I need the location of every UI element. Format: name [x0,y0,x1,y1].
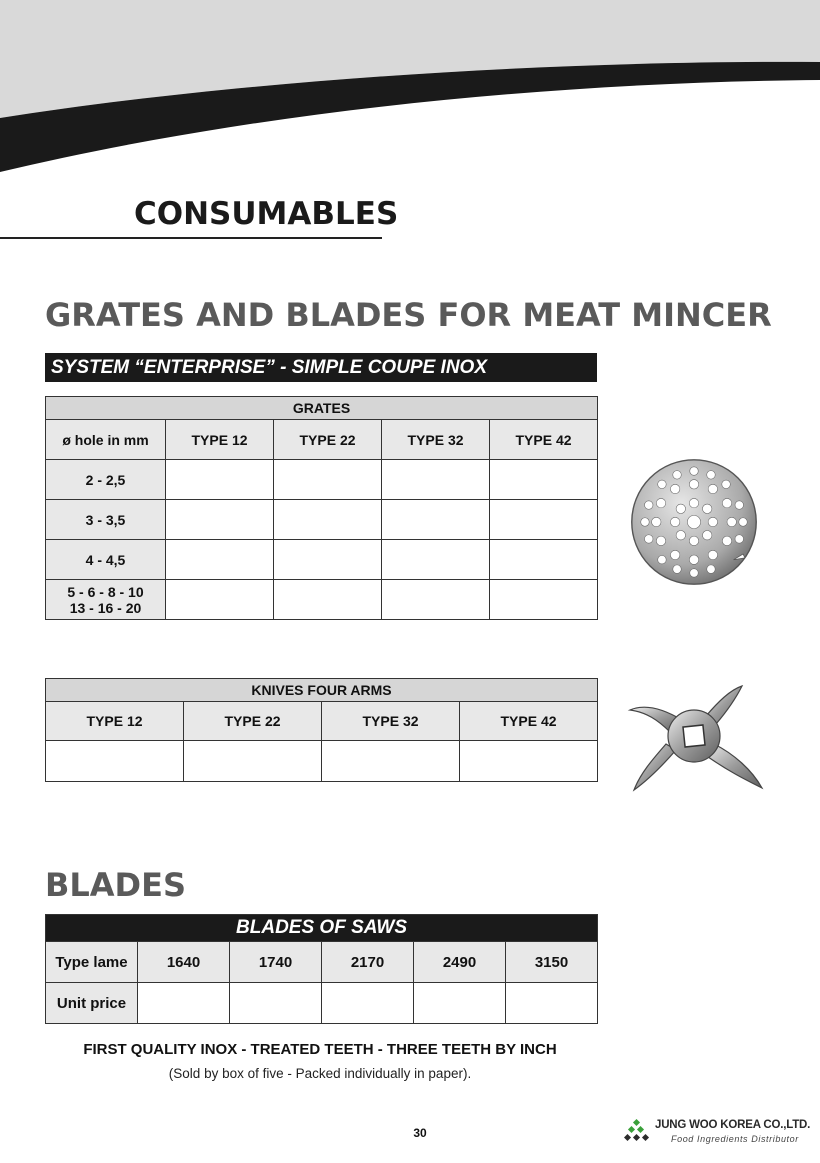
row-label-line: 13 - 16 - 20 [69,599,142,616]
company-logo-icon [624,1118,652,1146]
row-label [46,580,166,620]
table-row [46,460,598,500]
saws-table [45,914,598,1024]
empty-cell [382,460,490,500]
type-value-cell: 2170 [322,942,414,983]
quality-note: FIRST QUALITY INOX - TREATED TEETH - THREE TEETH BY INCH [83,1041,557,1058]
column-header: TYPE 32 [382,420,490,460]
section-title-blades: BLADES [45,866,187,904]
grates-header-row [46,420,598,460]
row-label: 4 - 4,5 [46,540,166,580]
table-row [46,500,598,540]
row-label: 2 - 2,5 [46,460,166,500]
empty-cell [490,540,598,580]
grate-disc-illustration [628,456,760,588]
empty-cell [490,500,598,540]
company-tagline: Food Ingredients Distributor [671,1134,799,1144]
empty-cell [506,983,598,1024]
column-header: TYPE 12 [166,420,274,460]
empty-cell [322,983,414,1024]
section-title-grates-blades: GRATES AND BLADES FOR MEAT MINCER [45,296,772,334]
empty-cell [490,460,598,500]
empty-cell [414,983,506,1024]
empty-cell [274,540,382,580]
row-label-line: 5 - 6 - 8 - 10 [67,583,144,600]
knives-caption: KNIVES FOUR ARMS [46,679,598,702]
page-number: 30 [413,1126,427,1140]
saws-caption: BLADES OF SAWS [46,915,598,942]
type-value-cell: 3150 [506,942,598,983]
table-row [46,942,598,983]
knives-table [45,678,598,782]
empty-cell [46,741,184,782]
row-label: Unit price [46,983,138,1024]
column-header: ø hole in mm [46,420,166,460]
title-underline [0,237,382,239]
empty-cell [166,540,274,580]
type-value-cell: 1740 [230,942,322,983]
table-row [46,540,598,580]
knives-header-row [46,702,598,741]
empty-cell [490,580,598,620]
company-name: JUNG WOO KOREA CO.,LTD. [655,1119,811,1131]
row-label: 3 - 3,5 [46,500,166,540]
empty-cell [230,983,322,1024]
empty-cell [274,460,382,500]
empty-cell [322,741,460,782]
empty-cell [382,540,490,580]
empty-cell [138,983,230,1024]
empty-cell [382,500,490,540]
empty-cell [166,460,274,500]
column-header: TYPE 22 [184,702,322,741]
table-row [46,741,598,782]
type-value-cell: 2490 [414,942,506,983]
table-row [46,983,598,1024]
column-header: TYPE 32 [322,702,460,741]
empty-cell [382,580,490,620]
empty-cell [184,741,322,782]
packing-note: (Sold by box of five - Packed individually in paper). [168,1066,472,1081]
table-row [46,580,598,620]
row-label: Type lame [46,942,138,983]
type-value-cell: 1640 [138,942,230,983]
empty-cell [166,500,274,540]
column-header: TYPE 42 [490,420,598,460]
empty-cell [274,580,382,620]
grates-caption: GRATES [46,397,598,420]
empty-cell [274,500,382,540]
column-header: TYPE 12 [46,702,184,741]
grates-table [45,396,598,620]
page-title: CONSUMABLES [134,196,399,232]
four-arm-knife-illustration [622,680,772,800]
empty-cell [460,741,598,782]
column-header: TYPE 22 [274,420,382,460]
system-subtitle-bar: SYSTEM “ENTERPRISE” - SIMPLE COUPE INOX [45,353,597,382]
empty-cell [166,580,274,620]
header-banner [0,0,820,190]
column-header: TYPE 42 [460,702,598,741]
